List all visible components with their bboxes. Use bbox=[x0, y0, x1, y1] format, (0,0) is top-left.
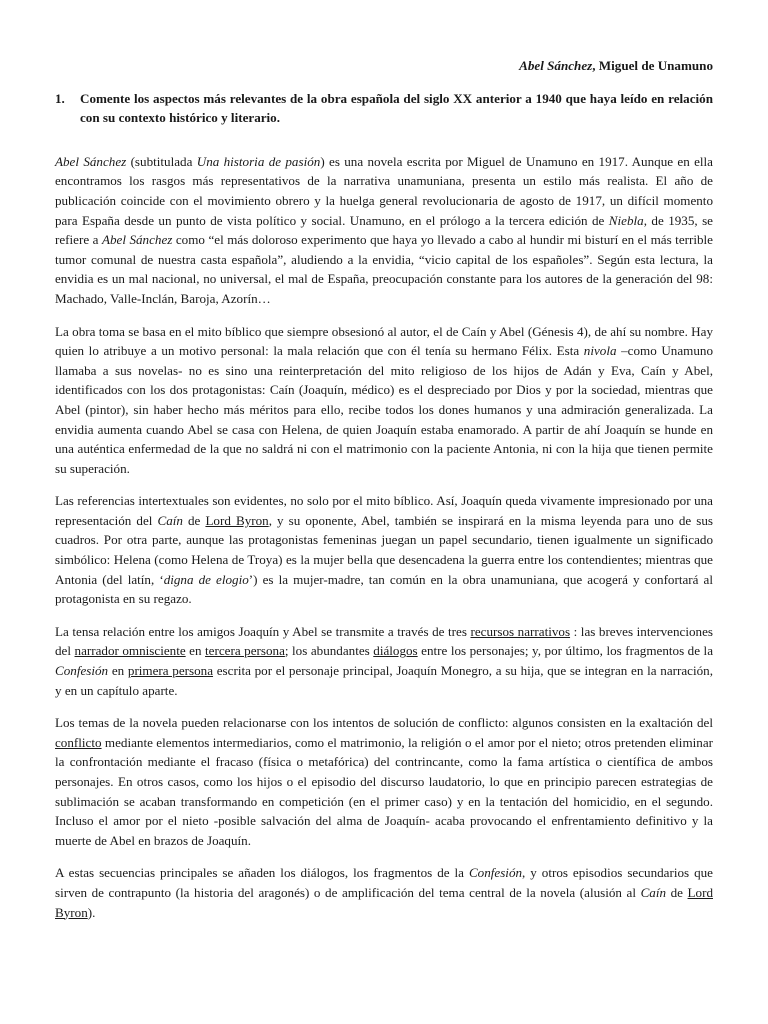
text-run: ; los abundantes bbox=[284, 643, 374, 659]
text-run: A estas secuencias principales se añaden los diálogos, los fragmentos de la bbox=[55, 865, 469, 881]
question-number: 1. bbox=[55, 90, 65, 106]
text-run: mediante elementos intermediarios, como el matrimonio, la religión o el amor por el nieto; otros pretenden eliminar la confrontación mediante el fracaso (física o metafórica) del contrincante, como la fama artística o científica de ambos personajes. En otros casos, como los hijos o el episodio del discurso laudatorio, lo que en principio parecen estrategias de sublimación se acaban transformando en competición (en el primer caso) y en la tentación del homicidio, en el segundo. Incluso el amor por el nieto -posible salvación del alma de Joaquín- acaba provocando el enfrentamiento definitivo y la muerte de Abel en brazos de Joaquín. bbox=[55, 734, 713, 848]
essay-paragraph bbox=[55, 622, 713, 700]
text-run: escrita por el personaje principal, Joaquín Monegro, a su hija, que se integran en la narración, y en un capítulo aparte. bbox=[55, 663, 713, 698]
essay-body bbox=[55, 152, 713, 922]
text-run: , y otros episodios secundarios que sirven de contrapunto (la historia del aragonés) o de amplificación del tema central de la novela (alusión al bbox=[55, 865, 713, 900]
essay-paragraph bbox=[55, 322, 713, 479]
italic-text: nivola bbox=[583, 343, 617, 359]
essay-paragraph bbox=[55, 491, 713, 609]
italic-text: Caín bbox=[157, 512, 183, 528]
essay-paragraph bbox=[55, 863, 713, 922]
text-run: : las breves intervenciones del bbox=[55, 623, 713, 659]
document-page bbox=[55, 56, 713, 935]
text-run: La obra toma se basa en el mito bíblico que siempre obsesionó al autor, el de Caín y Abel (Génesis 4), de ahí su nombre. Hay quien lo atribuye a un motivo personal: la mala relación que con él tenía su hermano Félix. Esta bbox=[55, 323, 713, 359]
text-run: de bbox=[182, 512, 206, 528]
text-run: Las referencias intertextuales son evidentes, no solo por el mito bíblico. Así, Joaquín queda vivamente impresionado por una representación del bbox=[55, 493, 713, 528]
essay-paragraph bbox=[55, 713, 713, 850]
underlined-term: tercera persona bbox=[205, 643, 285, 659]
document-title bbox=[55, 56, 713, 76]
text-run: entre los personajes; y, por último, los fragmentos de la bbox=[417, 643, 714, 659]
italic-text: Abel Sánchez bbox=[55, 153, 127, 169]
italic-text: Caín bbox=[640, 884, 667, 900]
title-author: , Miguel de Unamuno bbox=[592, 58, 713, 73]
text-run: en bbox=[185, 643, 206, 659]
underlined-term: conflicto bbox=[55, 734, 102, 750]
underlined-term: diálogos bbox=[373, 643, 418, 659]
text-run: ) es una novela escrita por Miguel de Unamuno en 1917. Aunque en ella encontramos los rasgos más representativos de la narrativa unamuniana, presenta un estilo más realista. El año de publicación coincide con el movimiento obrero y la huelga general revolucionaria de agosto de 1917, un difícil momento para España desde un punto de vista político y social. Unamuno, en el prólogo a la tercera edición de bbox=[55, 153, 713, 228]
title-work: Abel Sánchez bbox=[519, 58, 593, 73]
essay-paragraph bbox=[55, 152, 713, 309]
text-run: Los temas de la novela pueden relacionarse con los intentos de solución de conflicto: algunos consisten en la exaltación del bbox=[55, 715, 713, 731]
italic-text: Una historia de pasión bbox=[196, 153, 321, 169]
underlined-term: Lord Byron bbox=[55, 884, 713, 920]
italic-text: digna de elogio bbox=[163, 571, 249, 587]
text-run: La tensa relación entre los amigos Joaquín y Abel se transmite a través de tres bbox=[55, 623, 471, 639]
text-run: ). bbox=[87, 904, 96, 920]
text-run: en bbox=[108, 663, 128, 679]
italic-text: Niebla bbox=[608, 212, 644, 228]
italic-text: Confesión bbox=[55, 663, 109, 679]
text-run: , y su oponente, Abel, también se inspirará en la misma leyenda para uno de sus cuadros. Por otra parte, aunque las protagonistas femeninas juegan un papel secundario, tienen igualmente un significado simbólico: Helena (como Helena de Troya) es la mujer bella que desencadena la guerra entre los contendientes; mientras que Antonia (del latín, ‘ bbox=[55, 512, 714, 587]
text-run: (subtitulada bbox=[126, 153, 197, 169]
text-run: como “el más doloroso experimento que haya yo llevado a cabo al hundir mi bisturí en el más terrible tumor comunal de nuestra casta española”, aludiendo a la envidia, “vicio capital de los españoles”. Según esta lectura, la envidia es un mal nacional, no universal, el mal de España, preocupación constante para los autores de la generación del 98: Machado, Valle-Inclán, Baroja, Azorín… bbox=[55, 232, 713, 306]
question-text: Comente los aspectos más relevantes de la obra española del siglo XX anterior a 1940 que haya leído en relación con su contexto histórico y literario. bbox=[80, 90, 713, 126]
exam-question bbox=[55, 89, 713, 128]
text-run: –como Unamuno llamaba a sus novelas- no es sino una reinterpretación del mito religioso de los hijos de Adán y Eva, Caín y Abel, identificados con los dos protagonistas: Caín (Joaquín, médico) es el despreciado por Dios y por la sociedad, mientras que Abel (pintor), sin haber hecho más méritos para ello, recibe todos los dones humanos y una admiración generalizada. La envidia aumenta cuando Abel se casa con Helena, de quien Joaquín estaba enamorado. A partir de ahí Joaquín se hunde en una auténtica enfermedad de la que no saldrá ni con el matrimonio con la paciente Antonia, ni con la hija que tienen permite su superación. bbox=[55, 343, 713, 476]
italic-text: Confesión bbox=[468, 865, 523, 881]
underlined-term: recursos narrativos bbox=[470, 623, 571, 639]
underlined-term: Lord Byron bbox=[205, 512, 269, 528]
underlined-term: primera persona bbox=[127, 663, 214, 679]
italic-text: Abel Sánchez bbox=[101, 232, 173, 248]
text-run: ’) es la mujer-madre, tan común en la obra unamuniana, que acogerá y confortará al protagonista en su regazo. bbox=[55, 571, 713, 607]
text-run: de bbox=[666, 884, 688, 900]
text-run: , de 1935, se refiere a bbox=[55, 212, 713, 248]
underlined-term: narrador omnisciente bbox=[74, 643, 186, 659]
